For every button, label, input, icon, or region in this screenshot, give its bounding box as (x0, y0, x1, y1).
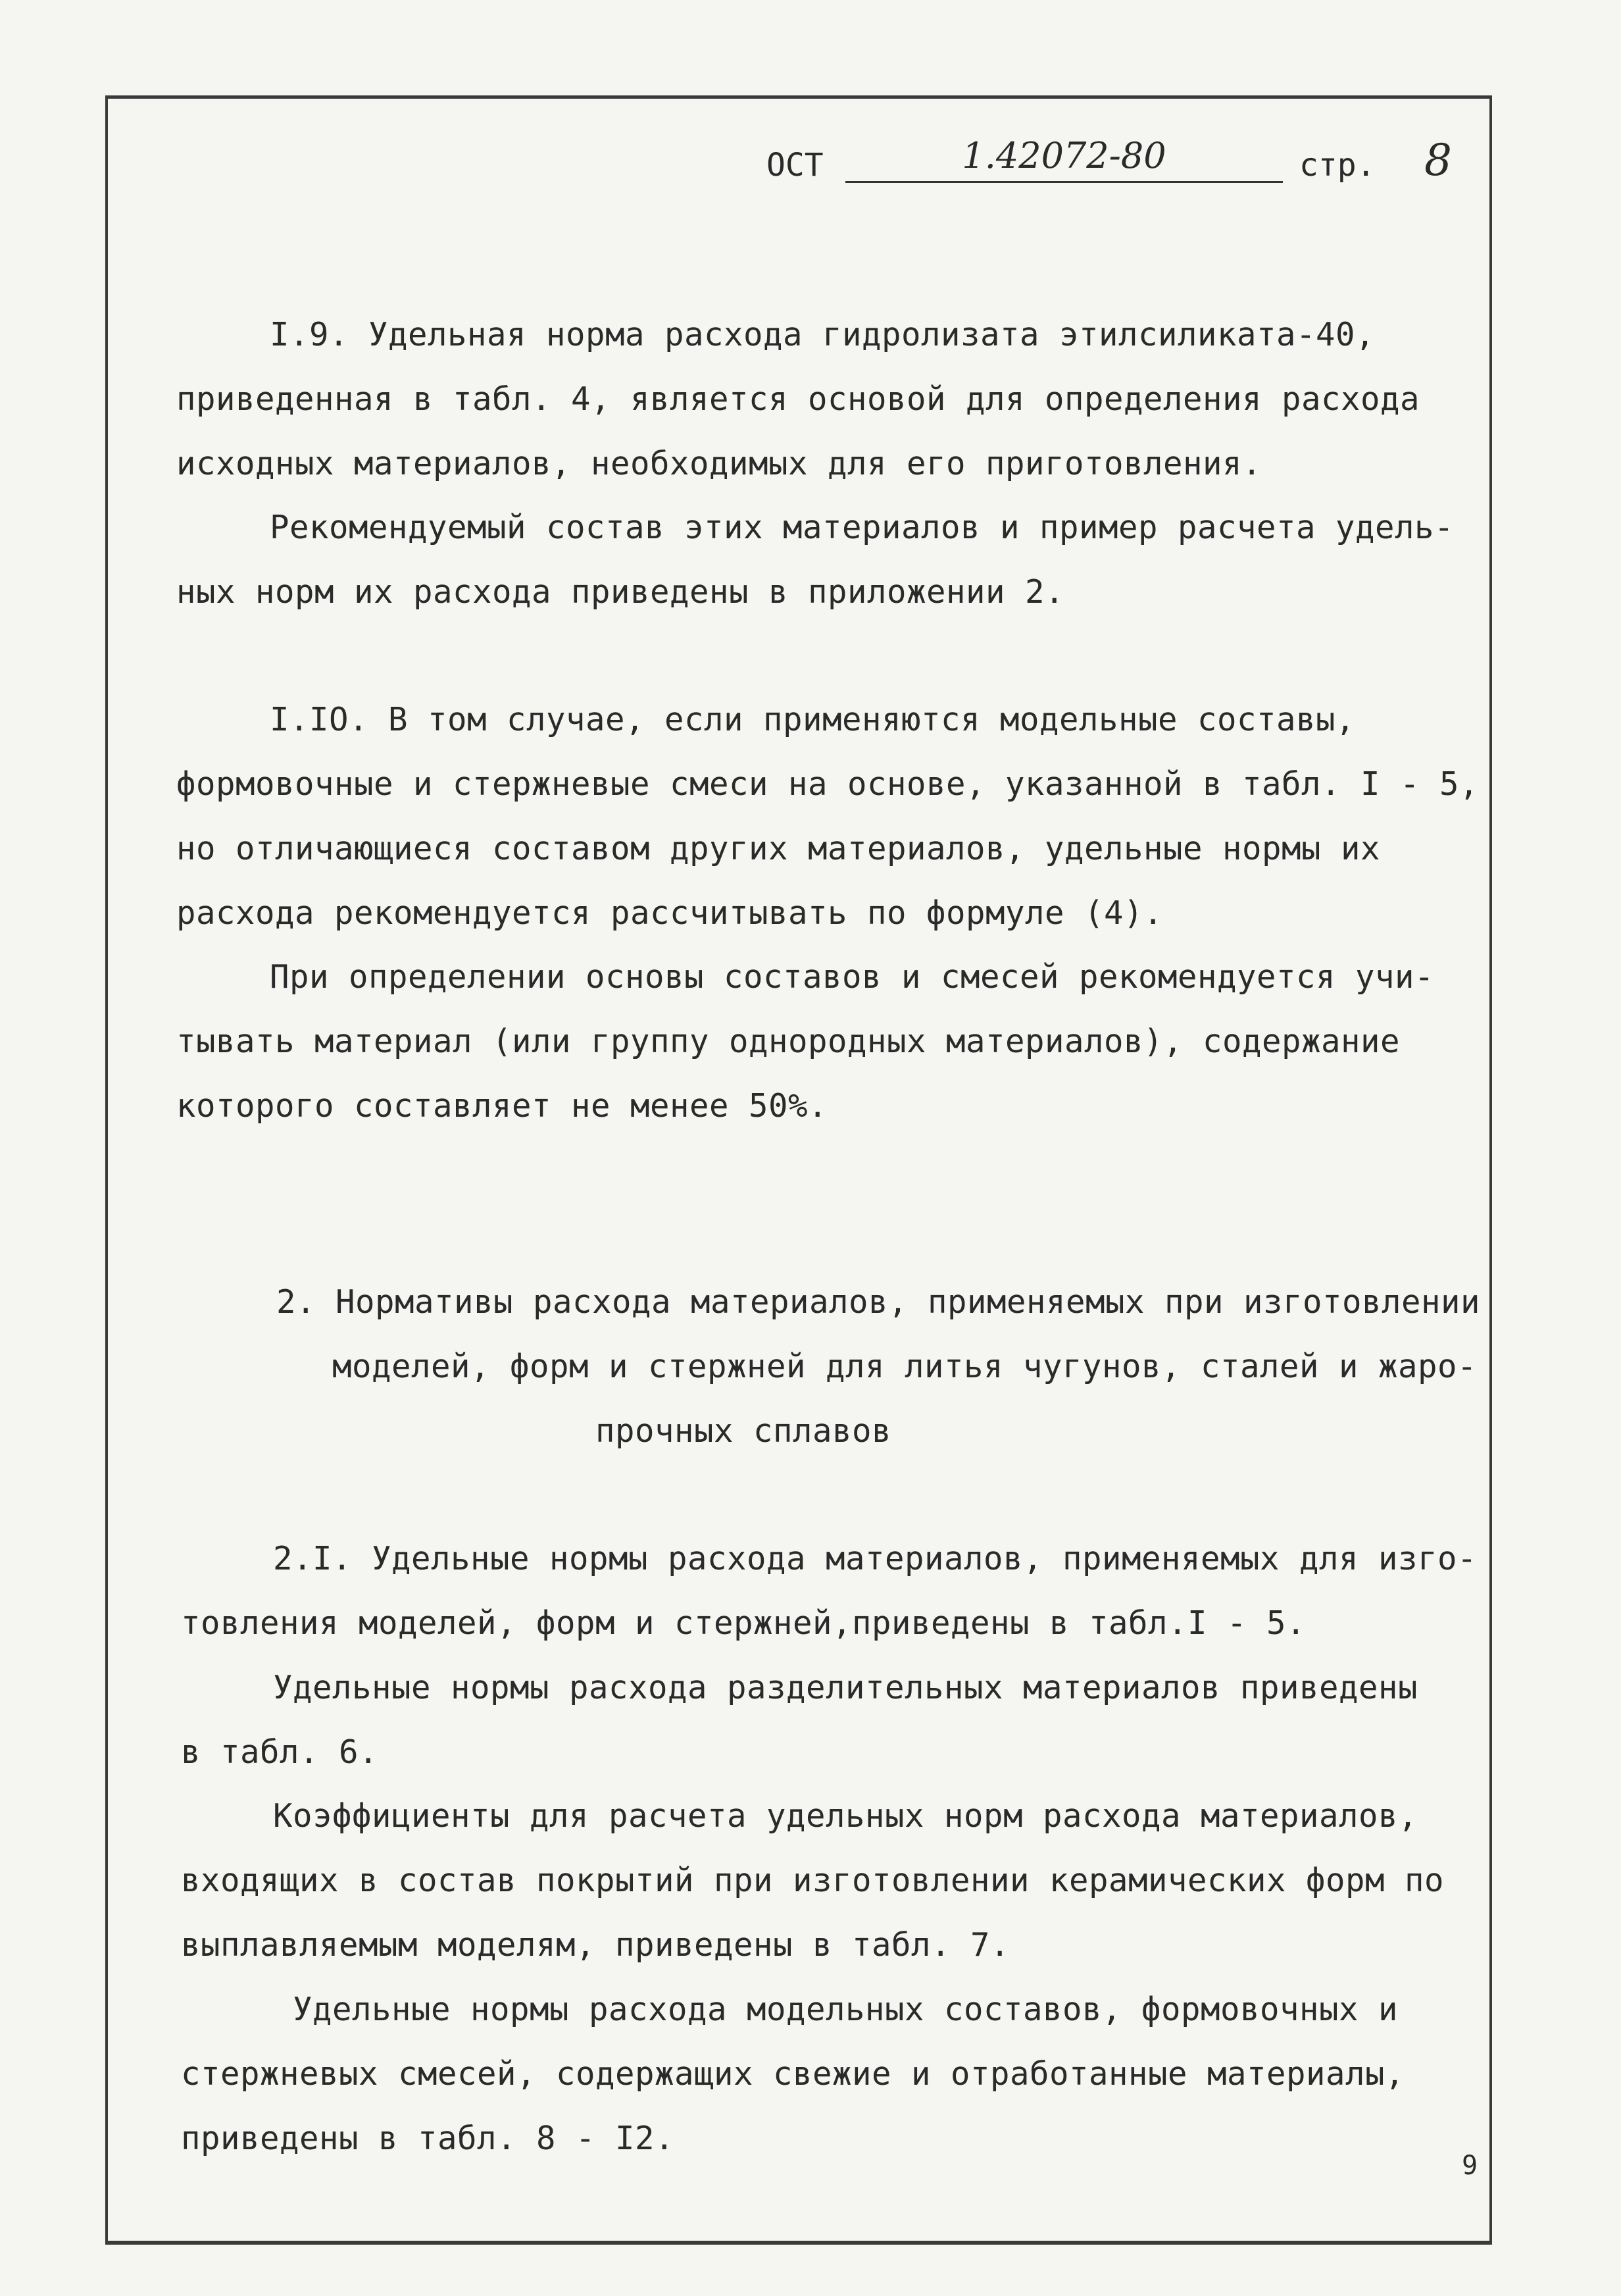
standard-number: 1.42072-80 (845, 135, 1283, 183)
text-line: Удельные нормы расхода модельных составов, формовочных и (293, 1991, 1399, 2028)
text-line: но отличающиеся составом других материалов, удельные нормы их (176, 830, 1381, 867)
text-line: Коэффициенты для расчета удельных норм расхода материалов, (273, 1797, 1418, 1835)
section-heading-line: прочных сплавов (595, 1412, 892, 1450)
text-line: в табл. 6. (181, 1733, 379, 1771)
section-heading-line: моделей, форм и стержней для литья чугунов, сталей и жаро- (332, 1348, 1478, 1385)
text-line: формовочные и стержневые смеси на основе, указанной в табл. I - 5, (176, 765, 1480, 803)
text-line: расхода рекомендуется рассчитывать по формуле (4). (176, 894, 1164, 932)
text-line: I.9. Удельная норма расхода гидролизата этилсиликата-40, (270, 316, 1376, 353)
text-line: Рекомендуемый состав этих материалов и пример расчета удель- (270, 509, 1455, 546)
text-line: товления моделей, форм и стержней,приведены в табл.I - 5. (181, 1604, 1307, 1642)
text-line: стержневых смесей, содержащих свежие и отработанные материалы, (181, 2055, 1405, 2093)
text-line: которого составляет не менее 50%. (176, 1087, 828, 1125)
text-line: исходных материалов, необходимых для его приготовления. (176, 445, 1262, 482)
text-line: приведены в табл. 8 - I2. (181, 2120, 675, 2157)
text-line: Удельные нормы расхода разделительных материалов приведены (273, 1669, 1418, 1706)
text-line: входящих в состав покрытий при изготовлении керамических форм по (181, 1862, 1445, 1899)
text-line: I.IO. В том случае, если применяются модельные составы, (270, 701, 1356, 738)
text-line: ных норм их расхода приведены в приложении 2. (176, 573, 1065, 611)
text-line: тывать материал (или группу однородных материалов), содержание (176, 1023, 1401, 1060)
text-line: выплавляемым моделям, приведены в табл. 7. (181, 1926, 1010, 1964)
sheet-number: 9 (1462, 2151, 1478, 2181)
section-heading-line: 2. Нормативы расхода материалов, применяемых при изготовлении (276, 1283, 1481, 1321)
page-number: 8 (1424, 135, 1452, 186)
text-line: 2.I. Удельные нормы расхода материалов, применяемых для изго- (273, 1540, 1478, 1577)
page-label: стр. (1299, 147, 1376, 184)
standard-prefix: ОСТ (766, 147, 824, 184)
text-line: При определении основы составов и смесей рекомендуется учи- (270, 958, 1435, 996)
text-line: приведенная в табл. 4, является основой для определения расхода (176, 380, 1420, 418)
